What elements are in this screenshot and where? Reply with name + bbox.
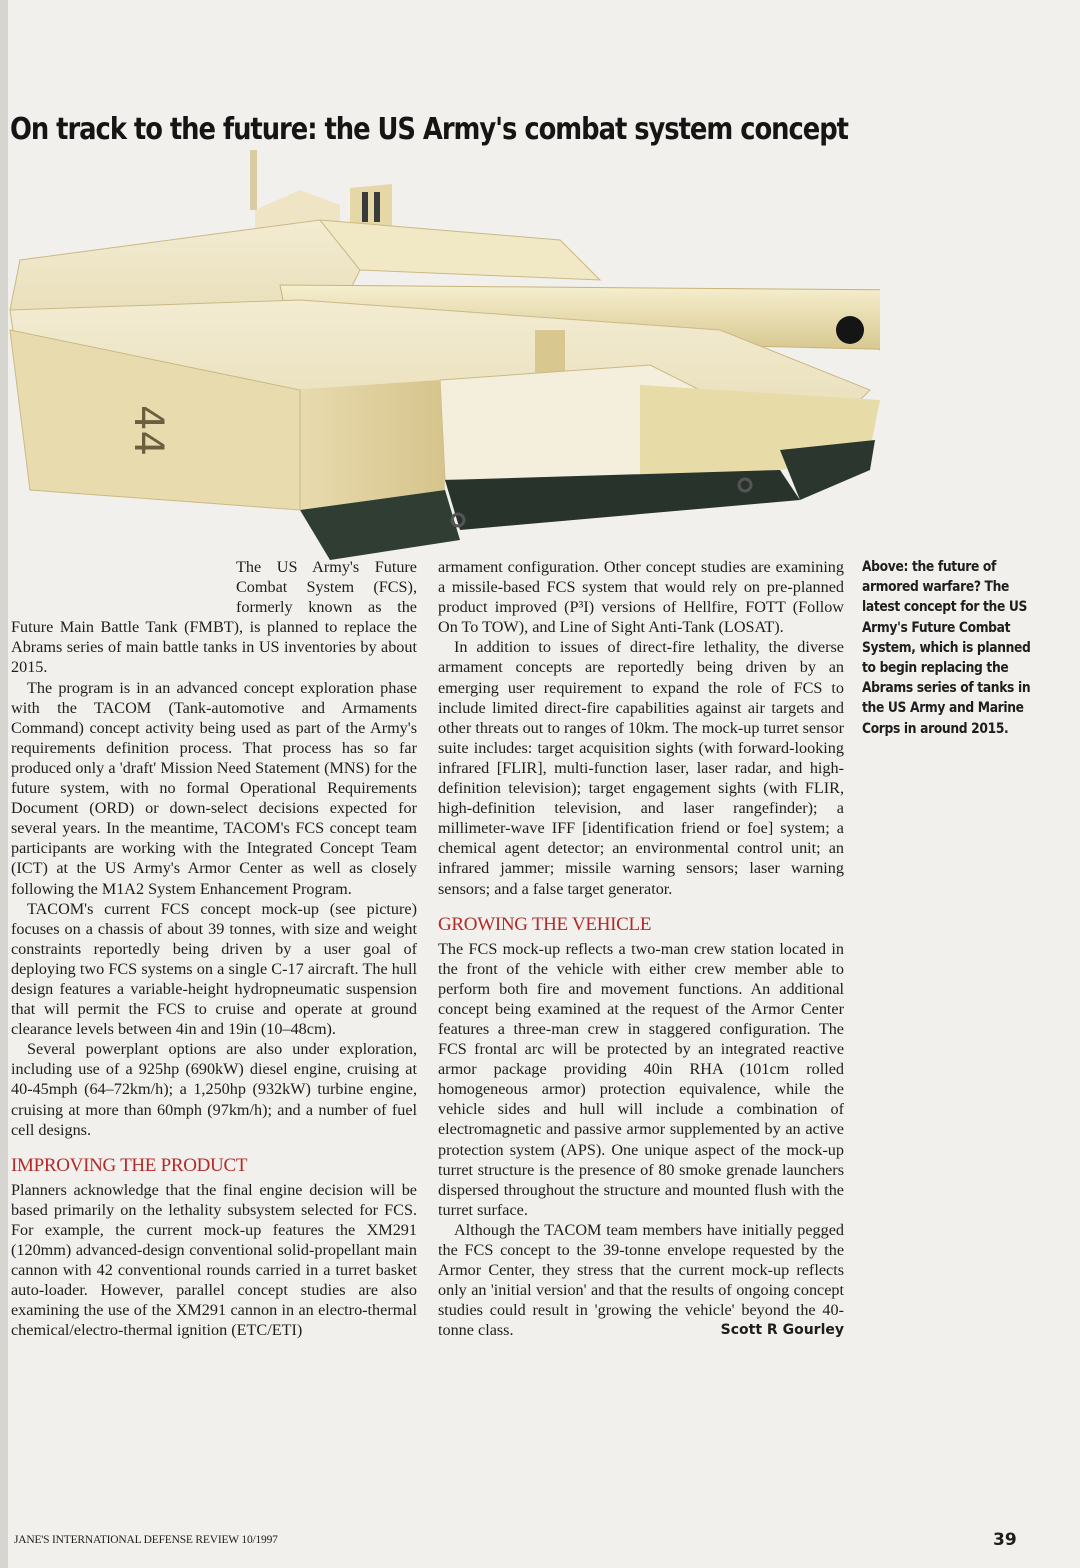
antenna-mast — [250, 150, 257, 210]
article-title: On track to the future: the US Army's combat system concept — [10, 112, 848, 147]
publication-footer: JANE'S INTERNATIONAL DEFENSE REVIEW 10/1997 — [14, 1534, 278, 1546]
paragraph: The US Army's Future Combat System (FCS), formerly known as the Future Main Battle Tank (FMBT), is planned to replace the Abrams series of main battle tanks in US inventories by about 2015. — [11, 558, 417, 677]
tank-photo — [0, 150, 880, 570]
section-heading: IMPROVING THE PRODUCT — [11, 1154, 248, 1176]
paragraph: Several powerplant options are also under exploration, including use of a 925hp (690kW) diesel engine, cruising at 40-45mph (64–72km/h); a 1,250hp (932kW) turbine engine, cruising at more than 60mph (97km/h); and a number of fuel cell designs. — [11, 1040, 417, 1139]
paragraph: The FCS mock-up reflects a two-man crew station located in the front of the vehicle with either crew member able to perform both fire and movement functions. An additional concept being examined at the request of the Armor Center features a three-man crew in staggered configuration. The FCS frontal arc will be protected by an integrated reactive armor package providing 40in RHA (101cm rolled homogeneous armor) protection equivalence, while the vehicle sides and hull will include a combination of electromagnetic and passive armor supplemented by an active protection system (APS). One unique aspect of the mock-up turret structure is the presence of 80 smoke grenade launchers dispersed throughout the structure and mounted flush with the turret surface. — [438, 939, 844, 1219]
column-1 — [11, 557, 417, 1340]
paragraph — [438, 1220, 844, 1341]
paragraph: TACOM's current FCS concept mock-up (see picture) focuses on a chassis of about 39 tonnes, with size and weight constraints reportedly being driven by a user goal of deploying two FCS systems on a single C-17 aircraft. The hull design features a variable-height hydropneumatic suspension that will permit the FCS to cruise and operate at ground clearance levels between 4in and 19in (10–48cm). — [11, 899, 417, 1039]
tank-number-marking: 44 — [125, 405, 171, 456]
photo-caption: Above: the future of armored warfare? The latest concept for the US Army's Future Combat System, which is planned to begin replacing the Abrams series of tanks in the US Army and Marine Corps in around 2015. — [862, 559, 1031, 737]
column-2 — [438, 557, 844, 1340]
paragraph-text: Although the TACOM team members have initially pegged the FCS concept to the 39-tonne envelope requested by the Armor Center, they stress that the current mock-up reflects only an 'initial version' and that the results of ongoing concept studies could result in 'growing the vehicle' beyond the 40-tonne class. — [438, 1220, 844, 1340]
section-heading: GROWING THE VEHICLE — [438, 913, 652, 935]
paragraph: In addition to issues of direct-fire lethality, the diverse armament concepts are reportedly being driven by an emerging user requirement to expand the role of FCS to include limited direct-fire capabilities against air targets and other threats out to ranges of 10km. The mock-up turret sensor suite includes: target acquisition sights (with forward-looking infrared [FLIR], multi-function laser, laser radar, and high-definition television); target engagement sights (with FLIR, high-definition television, and laser rangefinder); a millimeter-wave IFF [identification friend or foe] system; a chemical agent detector; an environmental control unit; an infrared jammer; missile warning sensors; laser warning sensors; and a false target generator. — [438, 638, 844, 898]
paragraph: The program is in an advanced concept exploration phase with the TACOM (Tank-automotive and Armaments Command) concept activity being used as part of the Army's requirements definition process. That process has so far produced only a 'draft' Mission Need Statement (MNS) for the future system, with no formal Operational Requirements Document (ORD) or down-select decisions expected for several years. In the meantime, TACOM's FCS concept team participants are working with the Integrated Concept Team (ICT) at the US Army's Armor Center as well as closely following the M1A2 System Enhancement Program. — [11, 678, 417, 898]
paragraph: armament configuration. Other concept studies are examining a missile-based FCS system that would rely on pre-planned product improved (P³I) versions of Hellfire, FOTT (Follow On To TOW), and Line of Sight Anti-Tank (LOSAT). — [438, 558, 844, 637]
page-number: 39 — [993, 1530, 1017, 1550]
paragraph: Planners acknowledge that the final engine decision will be based primarily on the lethality subsystem selected for FCS. For example, the current mock-up features the XM291 (120mm) advanced-design conventional solid-propellant main cannon with 42 conventional rounds carried in a turret basket auto-loader. However, parallel concept studies are also examining the use of the XM291 cannon in an electro-thermal chemical/electro-thermal ignition (ETC/ETI) — [11, 1180, 417, 1340]
author-byline: Scott R Gourley — [720, 1322, 844, 1339]
